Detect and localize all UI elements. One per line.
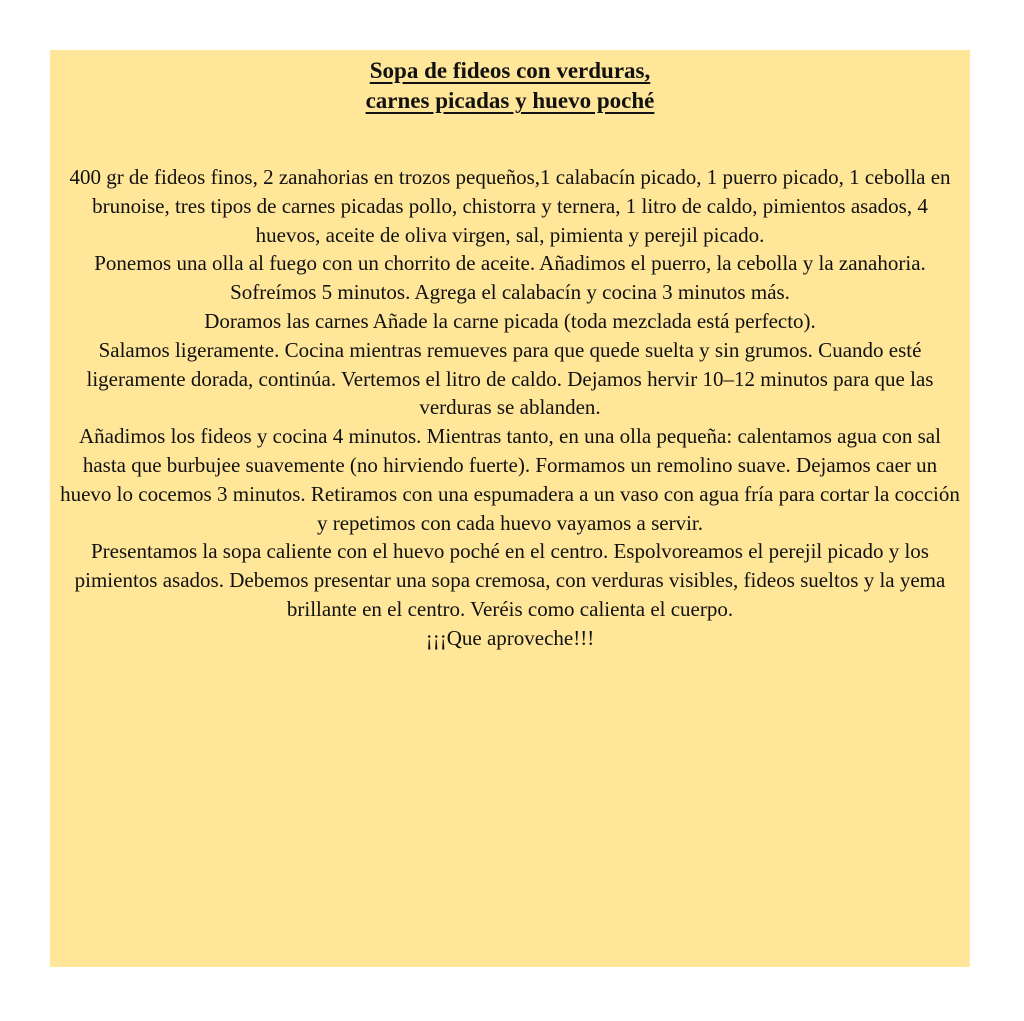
step-presentacion-paragraph: Presentamos la sopa caliente con el huevo poché en el centro. Espolvoreamos el perejil picado y los pimientos asados. Debemos presentar una sopa cremosa, con verduras visibles, fideos sueltos y la yema brillante en el centro. Veréis como calienta el cuerpo.	[74, 539, 946, 621]
ingredients-paragraph: 400 gr de fideos finos, 2 zanahorias en trozos pequeños,1 calabacín picado, 1 puerro picado, 1 cebolla en brunoise, tres tipos de carnes picadas pollo, chistorra y ternera, 1 litro de caldo, pimientos asados, 4 huevos, aceite de oliva virgen, sal, pimienta y perejil picado.	[69, 165, 951, 247]
recipe-title-line-2: carnes picadas y huevo poché	[365, 88, 655, 113]
step-carnes-paragraph: Doramos las carnes Añade la carne picada (toda mezclada está perfecto).	[204, 308, 816, 333]
step-sofrito-paragraph: Ponemos una olla al fuego con un chorrito de aceite. Añadimos el puerro, la cebolla y la zanahoria. Sofreímos 5 minutos. Agrega el calabacín y cocina 3 minutos más.	[94, 251, 926, 305]
recipe-title-line-1: Sopa de fideos con verduras,	[369, 58, 651, 83]
closing-line: ¡¡¡Que aproveche!!!	[425, 625, 595, 650]
recipe-body	[60, 163, 960, 653]
step-caldo-paragraph: Salamos ligeramente. Cocina mientras remueves para que quede suelta y sin grumos. Cuando esté ligeramente dorada, continúa. Vertemos el litro de caldo. Dejamos hervir 10–12 minutos para que las verduras se ablanden.	[86, 337, 934, 420]
step-huevo-paragraph: Añadimos los fideos y cocina 4 minutos. Mientras tanto, en una olla pequeña: calentamos agua con sal hasta que burbujee suavemente (no hirviendo fuerte). Formamos un remolino suave. Dejamos caer un huevo lo cocemos 3 minutos. Retiramos con una espumadera a un vaso con agua fría para cortar la cocción y repetimos con cada huevo vayamos a servir.	[60, 424, 960, 535]
recipe-title	[60, 56, 960, 116]
recipe-card	[50, 50, 970, 967]
